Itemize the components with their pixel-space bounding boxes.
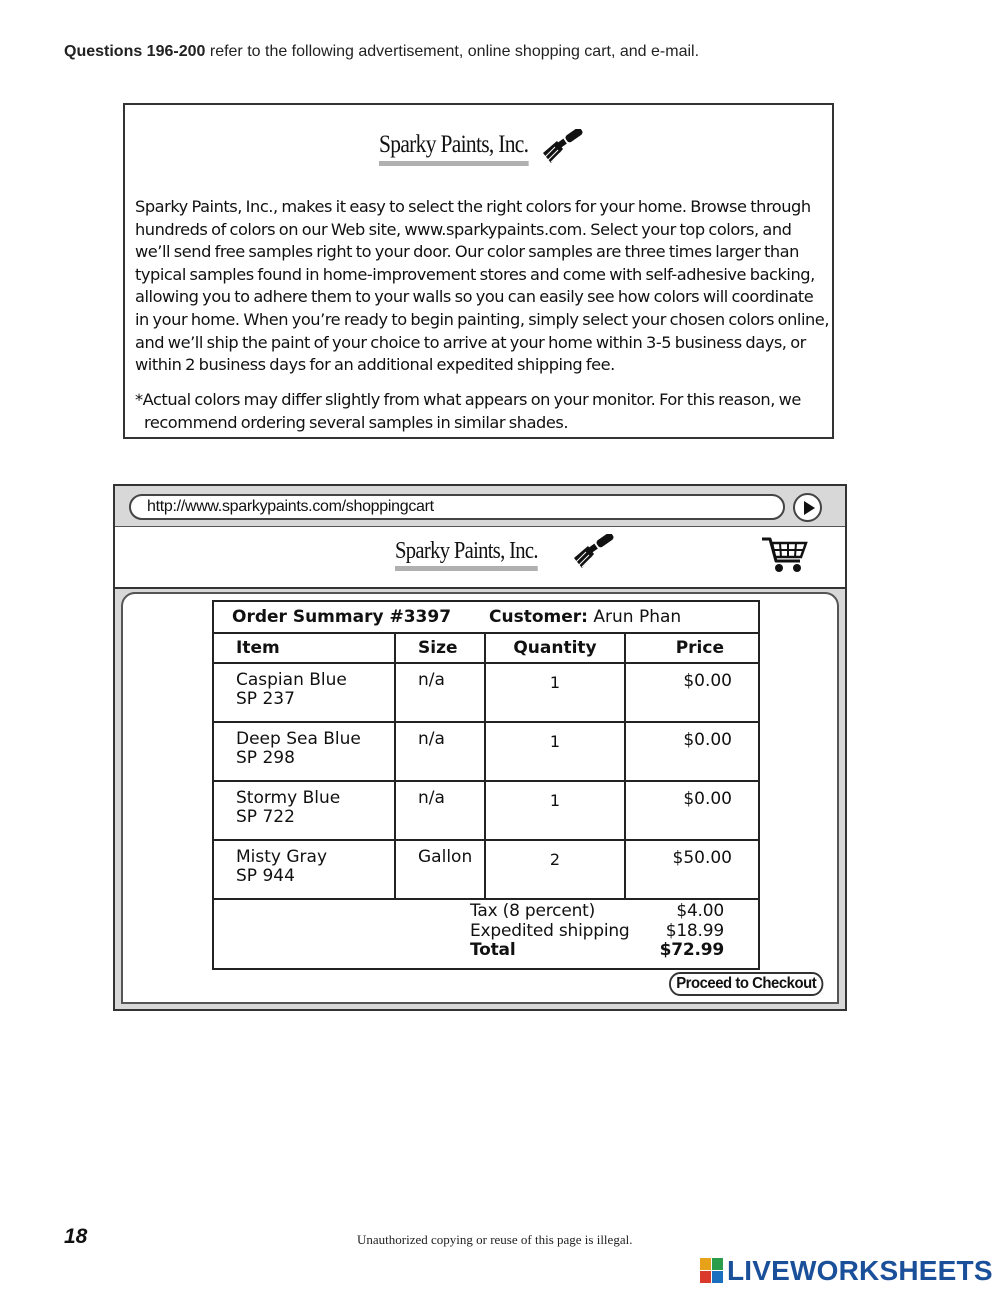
customer-name: Arun Phan (593, 607, 682, 627)
proceed-to-checkout-button[interactable]: Proceed to Checkout (669, 972, 823, 996)
header-quantity: Quantity (485, 633, 625, 663)
liveworksheets-logo (700, 1255, 993, 1287)
ad-line: within 2 business days for an additional expedited shipping fee. (135, 355, 615, 375)
shopping-cart-icon[interactable] (760, 533, 808, 575)
price-cell: $0.00 (625, 781, 759, 840)
item-code: SP 722 (236, 807, 295, 827)
shipping-label: Expedited shipping (470, 920, 630, 941)
ad-logo-text: Sparky Paints, Inc. (379, 131, 528, 166)
item-cell (213, 781, 395, 840)
shipping-value: $18.99 (665, 920, 724, 941)
ad-note-line: *Actual colors may differ slightly from what appears on your monitor. For this reason, we (135, 390, 801, 409)
play-icon (802, 500, 816, 516)
ad-line: hundreds of colors on our Web site, www.sparkypaints.com. Select your top colors, and (135, 219, 792, 239)
size-cell: n/a (395, 781, 485, 840)
ad-footnote (135, 389, 825, 434)
table-row (213, 840, 759, 899)
table-row (213, 663, 759, 722)
item-name: Caspian Blue (236, 670, 347, 690)
customer-label: Customer: (489, 607, 588, 627)
tax-line (470, 902, 724, 922)
url-bar[interactable]: http://www.sparkypaints.com/shoppingcart (129, 494, 785, 520)
intro-description: refer to the following advertisement, online shopping cart, and e-mail. (209, 43, 700, 60)
intro-text (64, 43, 699, 61)
order-summary-cell (213, 601, 759, 633)
quantity-cell: 1 (485, 663, 625, 722)
paintbrush-icon (539, 129, 587, 169)
page-number: 18 (64, 1225, 88, 1248)
ad-logo (379, 131, 553, 166)
tax-label: Tax (8 percent) (470, 901, 596, 921)
table-row (213, 781, 759, 840)
order-summary-row (213, 601, 759, 633)
quantity-cell: 1 (485, 781, 625, 840)
questions-label: Questions 196-200 (64, 43, 206, 60)
totals-cell (213, 899, 759, 969)
tax-value: $4.00 (676, 901, 724, 921)
paintbrush-icon (570, 534, 618, 574)
quantity-cell: 1 (485, 722, 625, 781)
ad-line: in your home. When you’re ready to begin painting, simply select your chosen colors online, (135, 309, 830, 329)
item-code: SP 944 (236, 866, 295, 886)
copyright-notice: Unauthorized copying or reuse of this page is illegal. (357, 1232, 633, 1247)
browser-window (113, 484, 847, 1011)
header-size: Size (395, 633, 485, 663)
site-header (115, 526, 845, 589)
size-cell: n/a (395, 663, 485, 722)
site-logo-text: Sparky Paints, Inc. (395, 538, 538, 571)
price-cell: $50.00 (625, 840, 759, 899)
go-button[interactable] (793, 493, 822, 522)
table-row (213, 722, 759, 781)
shipping-line (470, 922, 724, 942)
ad-body (135, 196, 830, 377)
item-name: Stormy Blue (236, 788, 341, 808)
ad-note-line: recommend ordering several samples in similar shades. (144, 412, 569, 432)
ad-line: and we’ll ship the paint of your choice to arrive at your home within 3-5 business days, or (135, 332, 806, 352)
ad-line: typical samples found in home-improvement stores and come with self-adhesive backing, (135, 264, 815, 284)
totals-block (470, 902, 724, 961)
item-cell (213, 663, 395, 722)
advertisement (123, 103, 834, 439)
site-logo[interactable] (395, 538, 561, 571)
total-value: $72.99 (659, 940, 724, 960)
size-cell: n/a (395, 722, 485, 781)
ad-line: we’ll send free samples right to your door. Our color samples are three times larger than (135, 242, 799, 262)
size-cell: Gallon (395, 840, 485, 899)
item-cell (213, 840, 395, 899)
header-item: Item (213, 633, 395, 663)
price-cell: $0.00 (625, 722, 759, 781)
liveworksheets-brand: LIVEWORKSHEETS (727, 1255, 993, 1286)
ad-line: Sparky Paints, Inc., makes it easy to select the right colors for your home. Browse through (135, 197, 811, 216)
header-price: Price (625, 633, 759, 663)
total-line (470, 941, 724, 961)
liveworksheets-logo-icon (700, 1258, 724, 1284)
totals-row (213, 899, 759, 969)
table-header-row (213, 633, 759, 663)
item-cell (213, 722, 395, 781)
price-cell: $0.00 (625, 663, 759, 722)
quantity-cell: 2 (485, 840, 625, 899)
item-code: SP 298 (236, 748, 295, 768)
total-label: Total (470, 940, 516, 960)
item-name: Misty Gray (236, 847, 328, 867)
order-summary-table (212, 600, 760, 970)
item-code: SP 237 (236, 689, 295, 709)
item-name: Deep Sea Blue (236, 729, 361, 749)
cart-content (121, 592, 839, 1004)
ad-line: allowing you to adhere them to your walls so you can easily see how colors will coordinate (135, 287, 814, 307)
order-summary-label: Order Summary #3397 (232, 607, 452, 627)
